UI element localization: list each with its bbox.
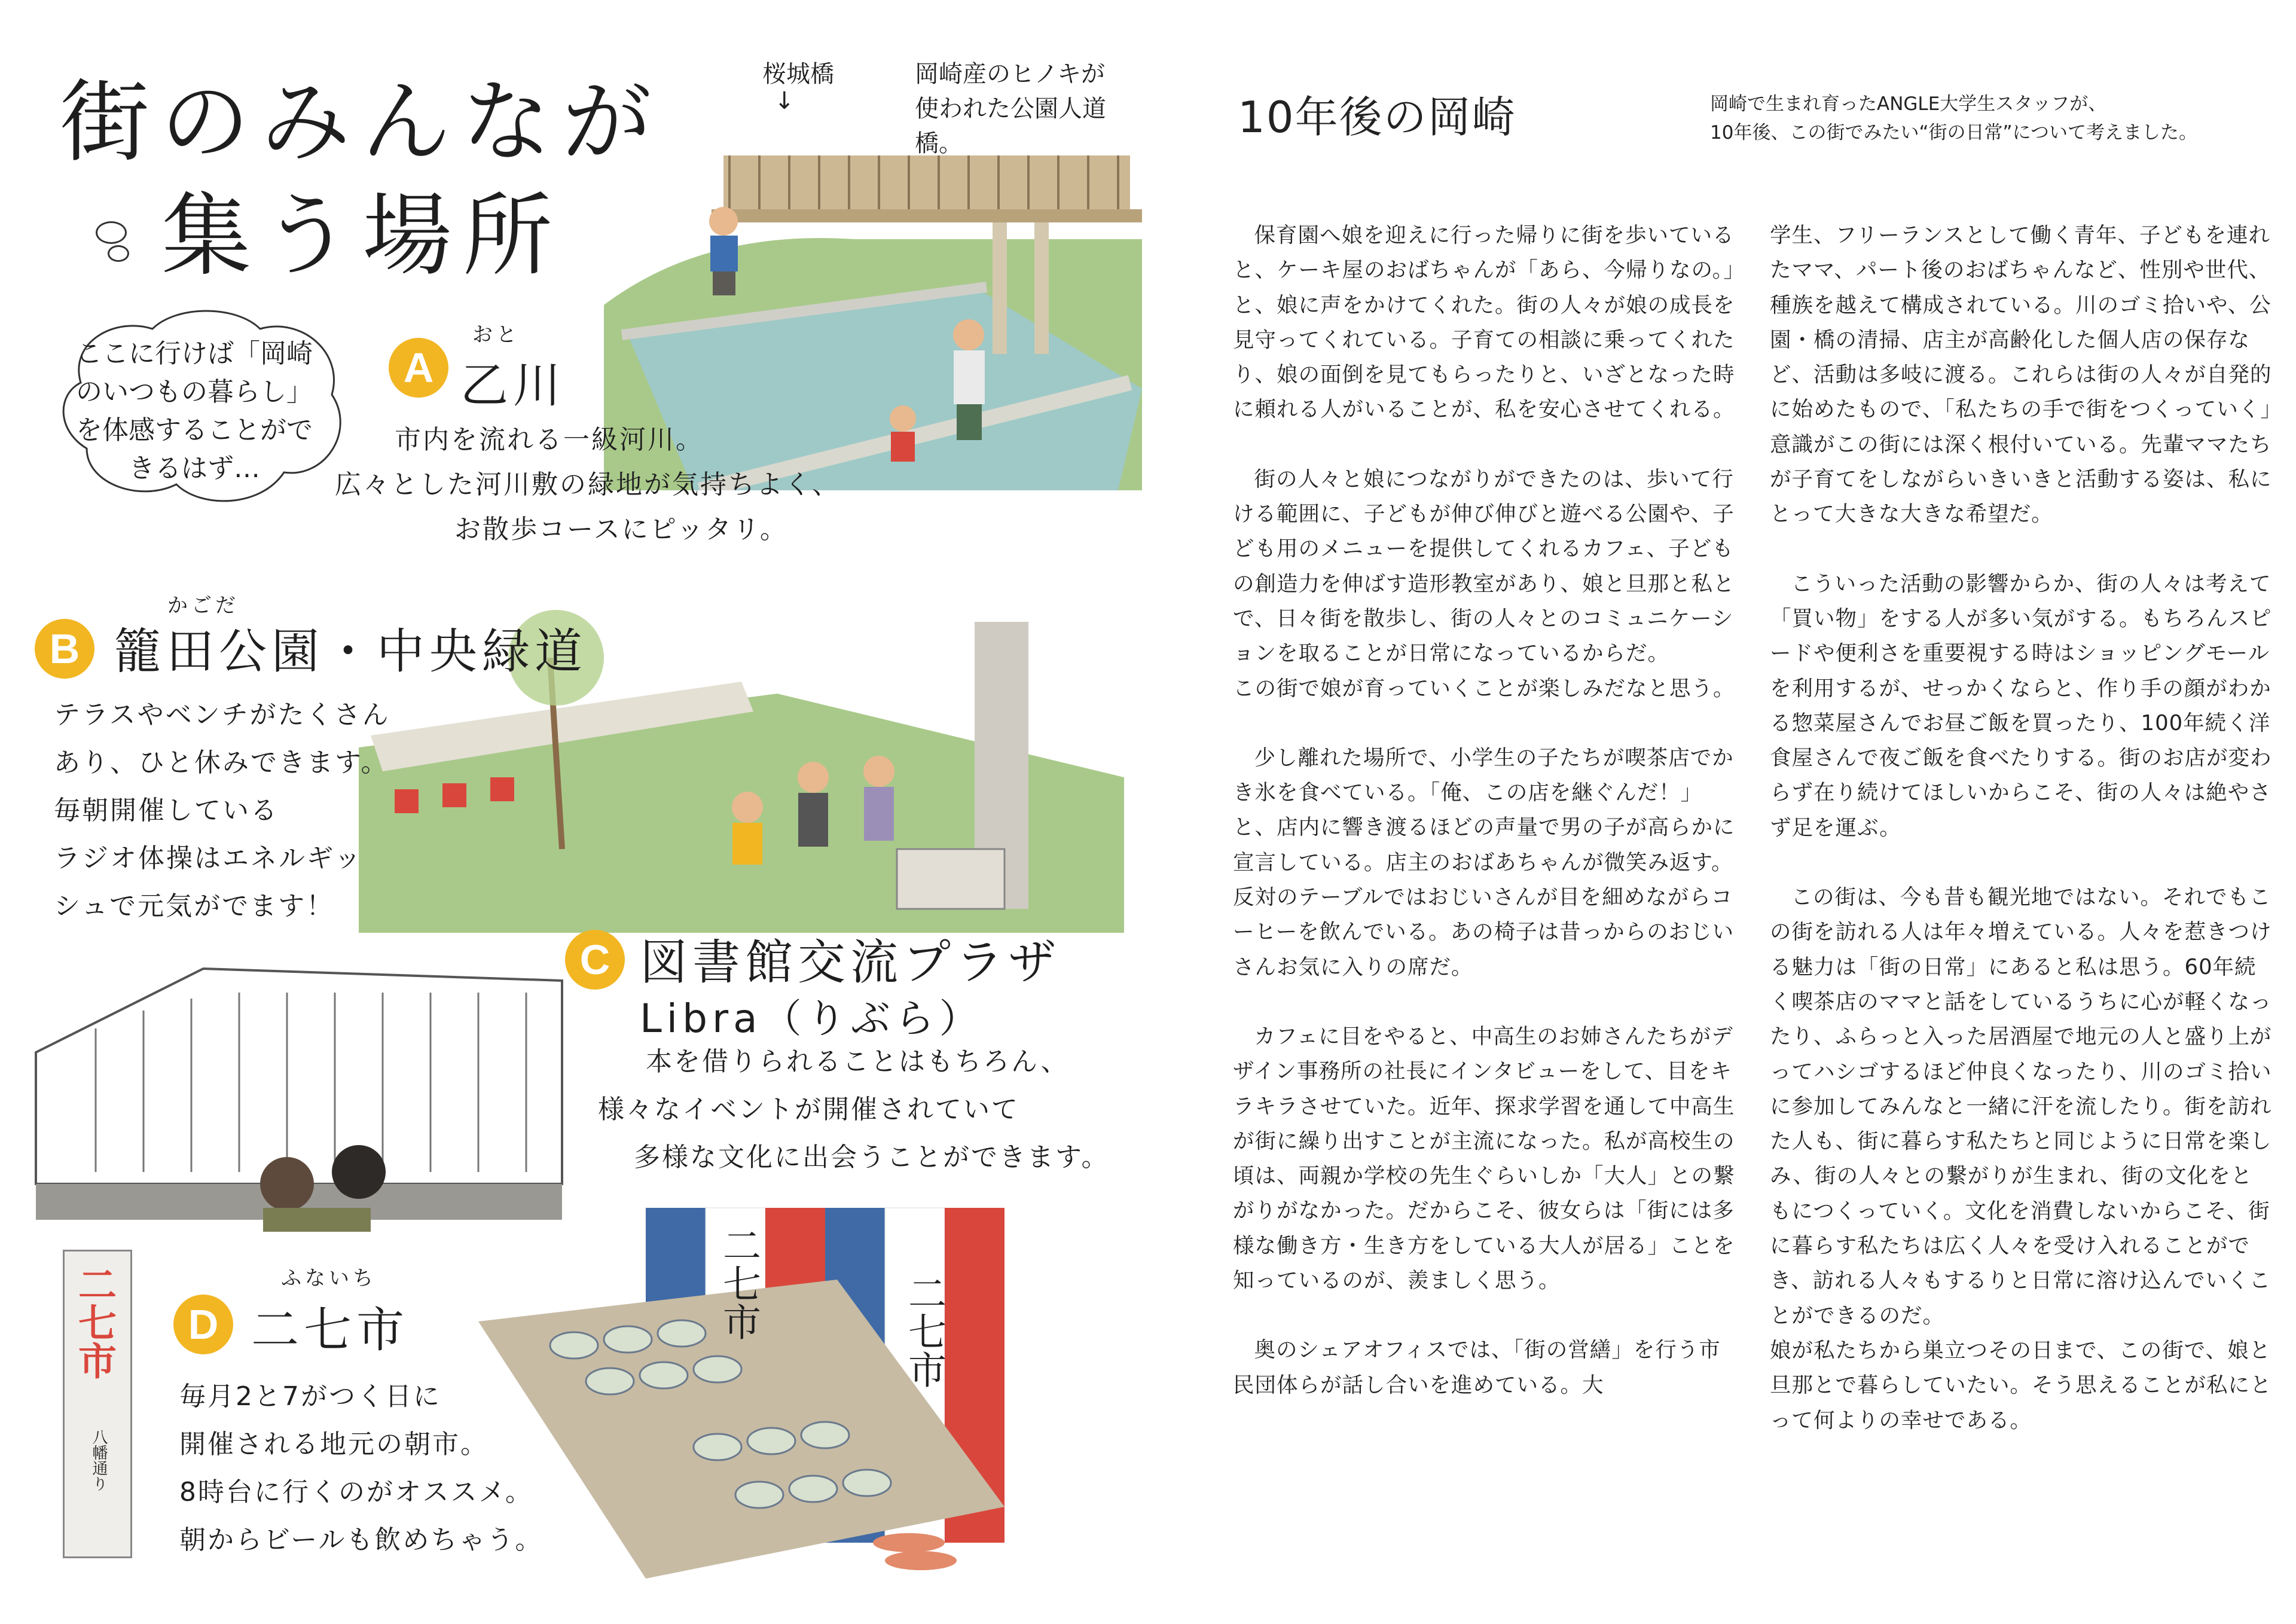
paragraph: 娘が私たちから巣立つその日まで、この街で、娘と旦那とで暮らしていたい。そう思えることが私にとって何よりの幸せである。	[1770, 1338, 2272, 1433]
place-b-desc-5: シュで元気がでます！	[54, 891, 335, 921]
article-column-1	[1233, 218, 1735, 1437]
thought-bubble-text: ここに行けば「岡崎のいつもの暮らし」を体感することができるはず…	[76, 338, 313, 484]
place-c-desc-3: 多様な文化に出会うことができます。	[634, 1142, 1110, 1173]
badge-d: D	[173, 1295, 233, 1354]
paragraph: 学生、フリーランスとして働く青年、子どもを連れたママ、パート後のおばちゃんなど、性別や世代、種族を越えて構成されている。川のゴミ拾いや、公園・橋の清掃、店主が高齢化した個人店の保存など、活動は多岐に渡る。これらは街の人々が自発的に始めたもので、「私たちの手で街をつくっていく」意識がこの街には深く根付いている。先輩ママたちが子育てをしながらいきいきと活動する姿は、私にとって大きな大きな希望だ。	[1770, 223, 2272, 527]
bridge-note: 岡崎産のヒノキが使われた公園人道橋。	[915, 60, 1106, 157]
main-title-line2: 集う場所	[161, 184, 564, 288]
place-c-desc-1: 本を借りられることはもちろん、	[646, 1046, 1069, 1077]
bubble-dot	[96, 221, 127, 244]
place-b-desc-3: 毎朝開催している	[54, 795, 279, 826]
main-title	[60, 66, 662, 293]
main-title-line1: 街のみんなが	[60, 71, 663, 175]
place-a-desc-1: 市内を流れる一級河川。	[395, 425, 704, 455]
article-intro-line1: 岡崎で生まれ育ったANGLE大学生スタッフが、	[1710, 93, 2107, 115]
place-a-desc-3: お散歩コースにピッタリ。	[454, 514, 788, 545]
paragraph: 保育園へ娘を迎えに行った帰りに街を歩いていると、ケーキ屋のおばちゃんが「あら、今帰りなの。」と、娘に声をかけてくれた。街の人々が娘の成長を見守ってくれている。子育ての相談に乗ってくれたり、娘の面倒を見てもらったりと、いざとなった時に頼れる人がいることが、私を安心させてくれる。	[1233, 223, 1735, 422]
article-intro-line2: 10年後、この街でみたい“街の日常”について考えました。	[1710, 122, 2197, 144]
place-d-name: 二七市	[251, 1302, 409, 1358]
place-d-desc-3: 8時台に行くのがオススメ。	[179, 1477, 533, 1507]
place-b-desc-4: ラジオ体操はエネルギッ	[54, 843, 363, 874]
article-intro	[1710, 90, 2254, 147]
place-a-desc-2: 広々とした河川敷の緑地が気持ちよく、	[335, 469, 841, 500]
place-c-name: 図書館交流プラザ	[640, 935, 1061, 990]
place-b-desc-2: あり、ひと休みできます。	[54, 747, 389, 778]
place-c-name-2: Libra（りぶら）	[640, 996, 984, 1042]
badge-c: C	[565, 930, 625, 990]
place-a-name: 乙川	[460, 358, 566, 413]
paragraph: 少し離れた場所で、小学生の子たちが喫茶店でかき氷を食べている。「俺、この店を継ぐんだ！」と、店内に響き渡るほどの声量で男の子が高らかに宣言している。店主のおばあちゃんが微笑み返す。反対のテーブルではおじいさんが目を細めながらコーヒーを飲んでいる。あの椅子は昔っからのおじいさんお気に入りの席だ。	[1233, 745, 1735, 979]
place-b-ruby: かごだ	[167, 594, 239, 618]
bridge-arrow: ↓	[774, 87, 795, 115]
bridge-label: 桜城橋	[762, 60, 834, 88]
paragraph: こういった活動の影響からか、街の人々は考えて「買い物」をする人が多い気がする。もちろんスピードや便利さを重要視する時はショッピングモールを利用するが、せっかくならと、作り手の顔がわかる惣菜屋さんでお昼ご飯を買ったり、100年続く洋食屋さんで夜ご飯を食べたりする。街のお店が変わらず在り続けてほしいからこそ、街の人々は絶やさず足を運ぶ。	[1770, 571, 2272, 840]
banner-text-2: 二七市	[902, 1274, 946, 1388]
place-b-desc-1: テラスやベンチがたくさん	[54, 700, 390, 730]
place-d-desc-4: 朝からビールも飲めちゃう。	[179, 1525, 544, 1555]
place-d-desc-1: 毎月2と7がつく日に	[179, 1381, 441, 1412]
banner-text-1: 二七市	[716, 1226, 761, 1341]
badge-b: B	[35, 619, 94, 679]
paragraph: この街で娘が育っていくことが楽しみだなと思う。	[1233, 676, 1735, 701]
article-column-2	[1770, 218, 2272, 1473]
pillar-sub: 八幡通り	[90, 1429, 108, 1491]
article-title: 10年後の岡崎	[1238, 92, 1516, 142]
paragraph: この街は、今も昔も観光地ではない。それでもこの街を訪れる人は年々増えている。人々を惹きつける魅力は「街の日常」にあると私は思う。60年続く喫茶店のママと話をしているうちに心が軽くなったり、ふらっと入った居酒屋で地元の人と盛り上がってハシゴするほど仲良くなったり、川のゴミ拾いに参加してみんなと一緒に汗を流したり。街を訪れた人も、街に暮らす私たちと同じように日常を楽しみ、街の人々との繋がりが生まれ、街の文化をともにつくっていく。文化を消費しないからこそ、街に暮らす私たちは広く人々を受け入れることができ、訪れる人々もするりと日常に溶け込んでいくことができるのだ。	[1770, 885, 2272, 1328]
paragraph: カフェに目をやると、中高生のお姉さんたちがデザイン事務所の社長にインタビューをして、目をキラキラさせていた。近年、探求学習を通して中高生が街に繰り出すことが主流になった。私が高校生の頃は、両親か学校の先生ぐらいしか「大人」との繋がりがなかった。だからこそ、彼女らは「街には多様な働き方・生き方をしている大人が居る」ことを知っているのが、羨ましく思う。	[1233, 1024, 1735, 1293]
place-b-name: 籠田公園・中央緑道	[114, 624, 587, 679]
bubble-dot	[108, 245, 129, 262]
paragraph: 街の人々と娘につながりができたのは、歩いて行ける範囲に、子どもが伸び伸びと遊べる公園や、子ども用のメニューを提供してくれるカフェ、子どもの創造力を伸ばす造形教室があり、娘と旦那と私とで、日々街を散歩し、街の人々とのコミュニケーションを取ることが日常になっているからだ。	[1233, 466, 1735, 666]
place-d-desc-2: 開催される地元の朝市。	[179, 1429, 488, 1460]
place-d-ruby: ふないち	[281, 1266, 377, 1290]
paragraph: 奥のシェアオフィスでは、「街の営繕」を行う市民団体らが話し合いを進めている。大	[1233, 1338, 1721, 1397]
place-c-desc-2: 様々なイベントが開催されていて	[598, 1094, 1019, 1125]
badge-a: A	[389, 338, 448, 398]
place-a-ruby: おと	[472, 323, 520, 347]
futanaichi-illustration	[466, 1172, 1064, 1602]
pillar-text: 二七市	[72, 1265, 116, 1379]
